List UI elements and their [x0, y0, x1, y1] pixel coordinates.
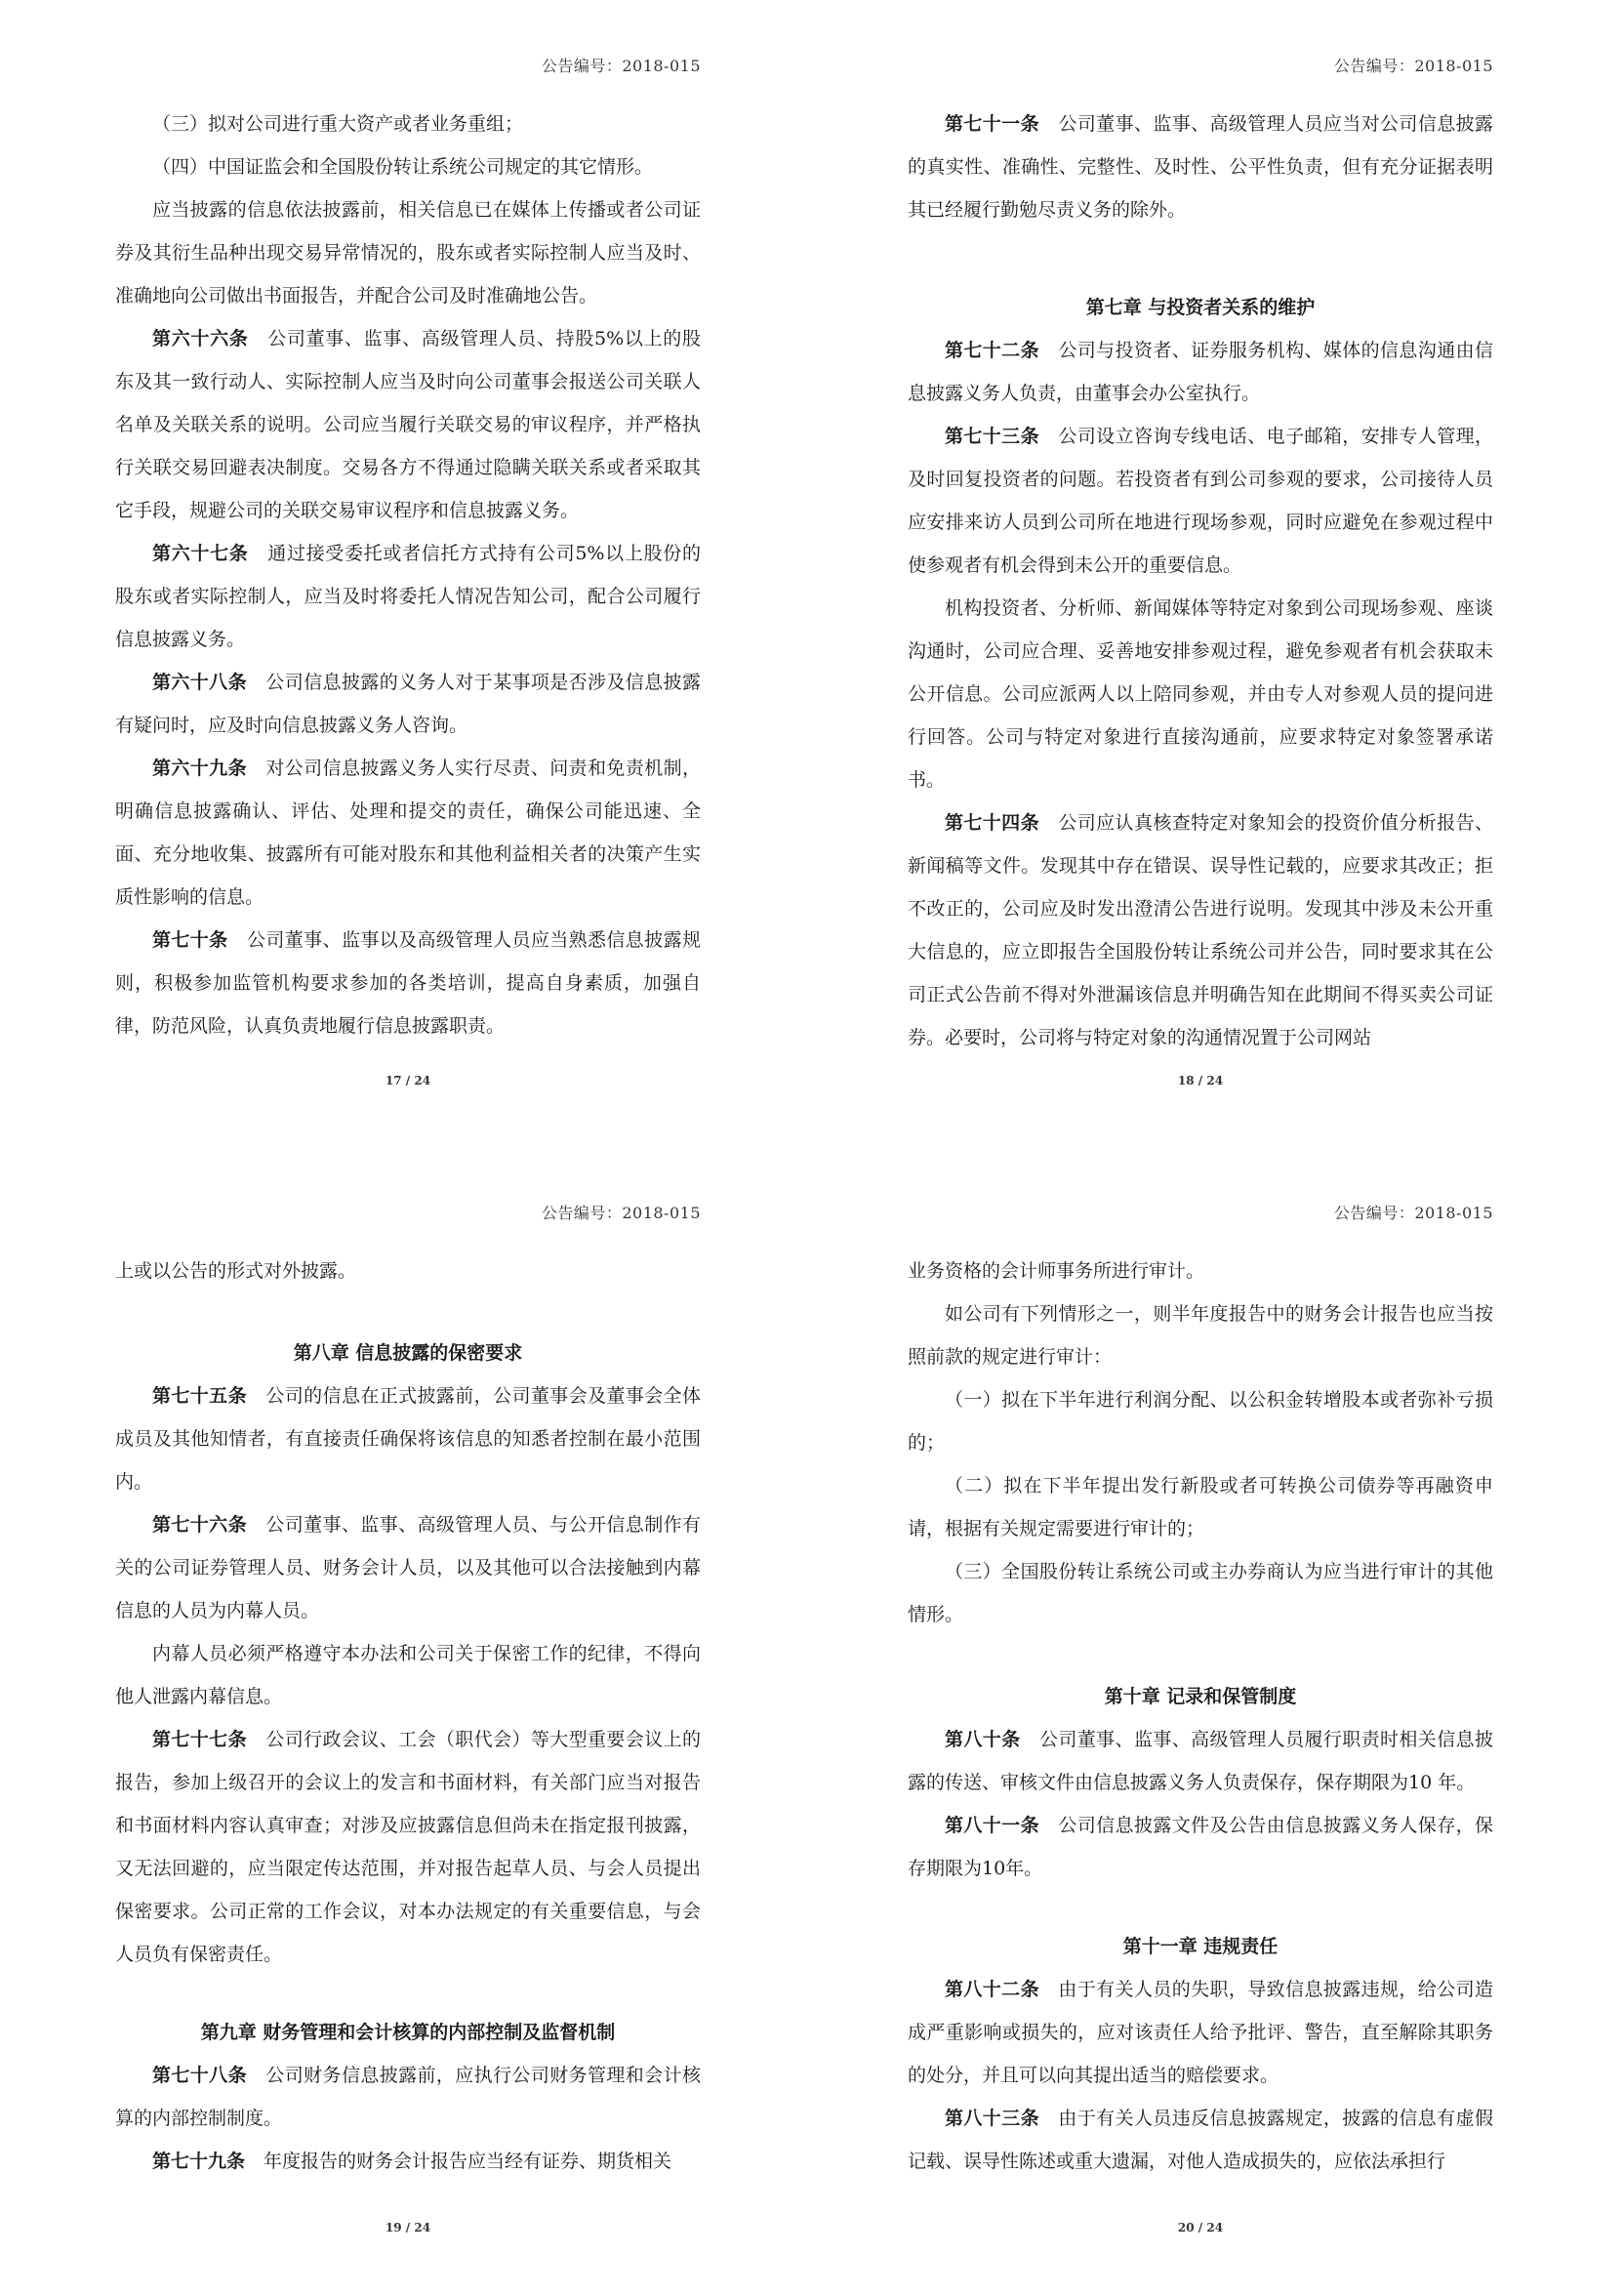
- paragraph-group: [908, 1718, 1493, 1890]
- article-number: 第七十八条: [152, 2065, 247, 2086]
- announcement-number: 公告编号：2018-015: [541, 1204, 701, 1222]
- paragraph-text: 由于有关人员违反信息披露规定，披露的信息有虚假记载、误导性陈述或重大遗漏，对他人造成损失的，应依法承担行: [908, 2108, 1493, 2172]
- paragraph-text: 业务资格的会计师事务所进行审计。: [908, 1260, 1205, 1282]
- page-body: [908, 1250, 1493, 2183]
- document-page-19: [115, 1201, 701, 2275]
- chapter-heading: 第十章 记录和保管制度: [1104, 1686, 1297, 1707]
- page-body: [908, 102, 1493, 1059]
- paragraph: [908, 587, 1493, 801]
- paragraph-text: 公司与投资者、证券服务机构、媒体的信息沟通由信息披露义务人负责，由董事会办公室执行。: [908, 340, 1493, 404]
- article-number: 第八十条: [945, 1729, 1021, 1750]
- paragraph-text: 上或以公告的形式对外披露。: [115, 1260, 357, 1282]
- paragraph: [115, 145, 701, 188]
- paragraph-text: 公司董事、监事以及高级管理人员应当熟悉信息披露规则，积极参加监管机构要求参加的各类培训，提高自身素质，加强自律，防范风险，认真负责地履行信息披露职责。: [115, 929, 701, 1037]
- article-number: 第八十二条: [945, 1979, 1039, 2000]
- article-number: 第七十九条: [152, 2151, 246, 2172]
- announcement-number: 公告编号：2018-015: [541, 57, 701, 75]
- paragraph-group: [908, 102, 1493, 231]
- chapter-heading: 第八章 信息披露的保密要求: [293, 1342, 523, 1364]
- paragraph-group: [908, 1250, 1493, 1636]
- paragraph-text: （三）全国股份转让系统公司或主办券商认为应当进行审计的其他情形。: [908, 1561, 1493, 1625]
- page-number: 17 / 24: [385, 1074, 431, 1087]
- article-number: 第七十三条: [945, 426, 1039, 447]
- article-paragraph: [908, 1718, 1493, 1804]
- article-paragraph: [908, 1804, 1493, 1890]
- paragraph-text: 公司信息披露文件及公告由信息披露义务人保存，保存期限为10年。: [908, 1815, 1493, 1879]
- announcement-number: 公告编号：2018-015: [1333, 57, 1493, 75]
- article-number: 第六十六条: [152, 328, 249, 349]
- page-number: 20 / 24: [1177, 2221, 1224, 2234]
- paragraph-text: 公司董事、监事、高级管理人员、持股5%以上的股东及其一致行动人、实际控制人应当及时向公司董事会报送公司关联人名单及关联关系的说明。公司应当履行关联交易的审议程序，并严格执行关联交易回避表决制度。交易各方不得通过隐瞒关联关系或者采取其它手段，规避公司的关联交易审议程序和信息披露义务。: [115, 328, 701, 521]
- announcement-number: 公告编号：2018-015: [1333, 1204, 1493, 1222]
- paragraph-text: 公司信息披露的义务人对于某事项是否涉及信息披露有疑问时，应及时向信息披露义务人咨询。: [115, 672, 701, 736]
- document-page-17: [115, 54, 701, 1128]
- article-paragraph: [115, 2140, 701, 2183]
- paragraph-text: 公司设立咨询专线电话、电子邮箱，安排专人管理，及时回复投资者的问题。若投资者有到公司参观的要求，公司接待人员应安排来访人员到公司所在地进行现场参观，同时应避免在参观过程中使参观者有机会得到未公开的重要信息。: [908, 426, 1493, 576]
- paragraph-text: 年度报告的财务会计报告应当经有证券、期货相关: [264, 2151, 672, 2172]
- paragraph-text: 公司财务信息披露前，应执行公司财务管理和会计核算的内部控制制度。: [115, 2065, 701, 2129]
- page-body: [115, 1250, 701, 2183]
- article-paragraph: [908, 2097, 1493, 2183]
- paragraph-text: 由于有关人员的失职，导致信息披露违规，给公司造成严重影响或损失的，应对该责任人给予批评、警告，直至解除其职务的处分，并且可以向其提出适当的赔偿要求。: [908, 1979, 1493, 2086]
- paragraph-text: （四）中国证监会和全国股份转让系统公司规定的其它情形。: [152, 156, 654, 178]
- article-paragraph: [115, 2054, 701, 2140]
- paragraph-text: 内幕人员必须严格遵守本办法和公司关于保密工作的纪律，不得向他人泄露内幕信息。: [115, 1643, 701, 1707]
- article-number: 第七十五条: [152, 1385, 247, 1407]
- paragraph: [115, 188, 701, 317]
- chapter-heading: 第九章 财务管理和会计核算的内部控制及监督机制: [200, 2022, 616, 2043]
- paragraph-text: 应当披露的信息依法披露前，相关信息已在媒体上传播或者公司证券及其衍生品种出现交易异常情况的，股东或者实际控制人应当及时、准确地向公司做出书面报告，并配合公司及时准确地公告。: [115, 199, 701, 307]
- paragraph-text: 公司董事、监事、高级管理人员应当对公司信息披露的真实性、准确性、完整性、及时性、公平性负责，但有充分证据表明其已经履行勤勉尽责义务的除外。: [908, 113, 1493, 221]
- article-number: 第八十三条: [945, 2108, 1039, 2129]
- article-paragraph: [115, 532, 701, 661]
- article-paragraph: [115, 1503, 701, 1632]
- document-page-18: [908, 54, 1493, 1128]
- article-paragraph: [908, 329, 1493, 415]
- article-number: 第七十六条: [152, 1514, 247, 1536]
- article-paragraph: [115, 317, 701, 532]
- paragraph-text: 如公司有下列情形之一，则半年度报告中的财务会计报告也应当按照前款的规定进行审计：: [908, 1303, 1493, 1368]
- paragraph-text: （一）拟在下半年进行利润分配、以公积金转增股本或者弥补亏损的；: [908, 1389, 1493, 1454]
- article-paragraph: [908, 1968, 1493, 2097]
- paragraph-text: 通过接受委托或者信托方式持有公司5%以上股份的股东或者实际控制人，应当及时将委托人情况告知公司，配合公司履行信息披露义务。: [115, 543, 701, 650]
- article-number: 第七十一条: [945, 113, 1039, 135]
- article-number: 第七十四条: [945, 812, 1039, 834]
- page-number: 18 / 24: [1177, 1074, 1224, 1087]
- article-paragraph: [908, 415, 1493, 587]
- chapter-heading: 第七章 与投资者关系的维护: [1085, 297, 1316, 318]
- article-paragraph: [908, 102, 1493, 231]
- article-number: 第七十二条: [945, 340, 1039, 361]
- paragraph: [908, 1292, 1493, 1378]
- paragraph-group: [115, 1374, 701, 1976]
- paragraph-group: [115, 2054, 701, 2183]
- chapter-heading: 第十一章 违规责任: [1122, 1936, 1279, 1957]
- article-paragraph: [115, 1374, 701, 1503]
- article-paragraph: [115, 919, 701, 1047]
- paragraph-group: [908, 1968, 1493, 2183]
- paragraph: [908, 1550, 1493, 1636]
- article-number: 第六十七条: [152, 543, 249, 564]
- paragraph-text: 公司董事、监事、高级管理人员履行职责时相关信息披露的传送、审核文件由信息披露义务人负责保存，保存期限为10 年。: [908, 1729, 1493, 1793]
- paragraph: [115, 1250, 701, 1292]
- paragraph-group: [908, 329, 1493, 1059]
- paragraph-text: 对公司信息披露义务人实行尽责、问责和免责机制，明确信息披露确认、评估、处理和提交的责任，确保公司能迅速、全面、充分地收集、披露所有可能对股东和其他利益相关者的决策产生实质性影响的信息。: [115, 758, 701, 908]
- article-number: 第七十条: [152, 929, 228, 951]
- paragraph-text: （三）拟对公司进行重大资产或者业务重组；: [152, 113, 524, 135]
- paragraph: [115, 1632, 701, 1718]
- article-number: 第八十一条: [945, 1815, 1039, 1836]
- paragraph-text: 公司的信息在正式披露前，公司董事会及董事会全体成员及其他知情者，有直接责任确保将该信息的知悉者控制在最小范围内。: [115, 1385, 701, 1493]
- document-page-20: [908, 1201, 1493, 2275]
- paragraph-text: 公司董事、监事、高级管理人员、与公开信息制作有关的公司证券管理人员、财务会计人员，以及其他可以合法接触到内幕信息的人员为内幕人员。: [115, 1514, 701, 1621]
- article-paragraph: [115, 1718, 701, 1976]
- article-number: 第六十九条: [152, 758, 247, 779]
- article-paragraph: [115, 747, 701, 919]
- article-paragraph: [115, 661, 701, 747]
- article-number: 第七十七条: [152, 1729, 247, 1750]
- paragraph: [115, 102, 701, 145]
- paragraph: [908, 1250, 1493, 1292]
- paragraph-group: [115, 1250, 701, 1292]
- paragraph: [908, 1464, 1493, 1550]
- page-number: 19 / 24: [385, 2221, 431, 2234]
- paragraph-text: 机构投资者、分析师、新闻媒体等特定对象到公司现场参观、座谈沟通时，公司应合理、妥善地安排参观过程，避免参观者有机会获取未公开信息。公司应派两人以上陪同参观，并由专人对参观人员的提问进行回答。公司与特定对象进行直接沟通前，应要求特定对象签署承诺书。: [908, 597, 1493, 791]
- paragraph: [908, 1378, 1493, 1464]
- page-body: [115, 102, 701, 1047]
- article-paragraph: [908, 801, 1493, 1059]
- article-number: 第六十八条: [152, 672, 247, 693]
- paragraph-text: 公司应认真核查特定对象知会的投资价值分析报告、新闻稿等文件。发现其中存在错误、误导性记载的，应要求其改正；拒不改正的，公司应及时发出澄清公告进行说明。发现其中涉及未公开重大信息的，应立即报告全国股份转让系统公司并公告，同时要求其在公司正式公告前不得对外泄漏该信息并明确告知在此期间不得买卖公司证券。必要时，公司将与特定对象的沟通情况置于公司网站: [908, 812, 1493, 1048]
- paragraph-text: 公司行政会议、工会（职代会）等大型重要会议上的报告，参加上级召开的会议上的发言和书面材料，有关部门应当对报告和书面材料内容认真审查；对涉及应披露信息但尚未在指定报刊披露，又无法回避的，应当限定传达范围，并对报告起草人员、与会人员提出保密要求。公司正常的工作会议，对本办法规定的有关重要信息，与会人员负有保密责任。: [115, 1729, 701, 1965]
- paragraph-text: （二）拟在下半年提出发行新股或者可转换公司债券等再融资申请，根据有关规定需要进行审计的；: [908, 1475, 1493, 1539]
